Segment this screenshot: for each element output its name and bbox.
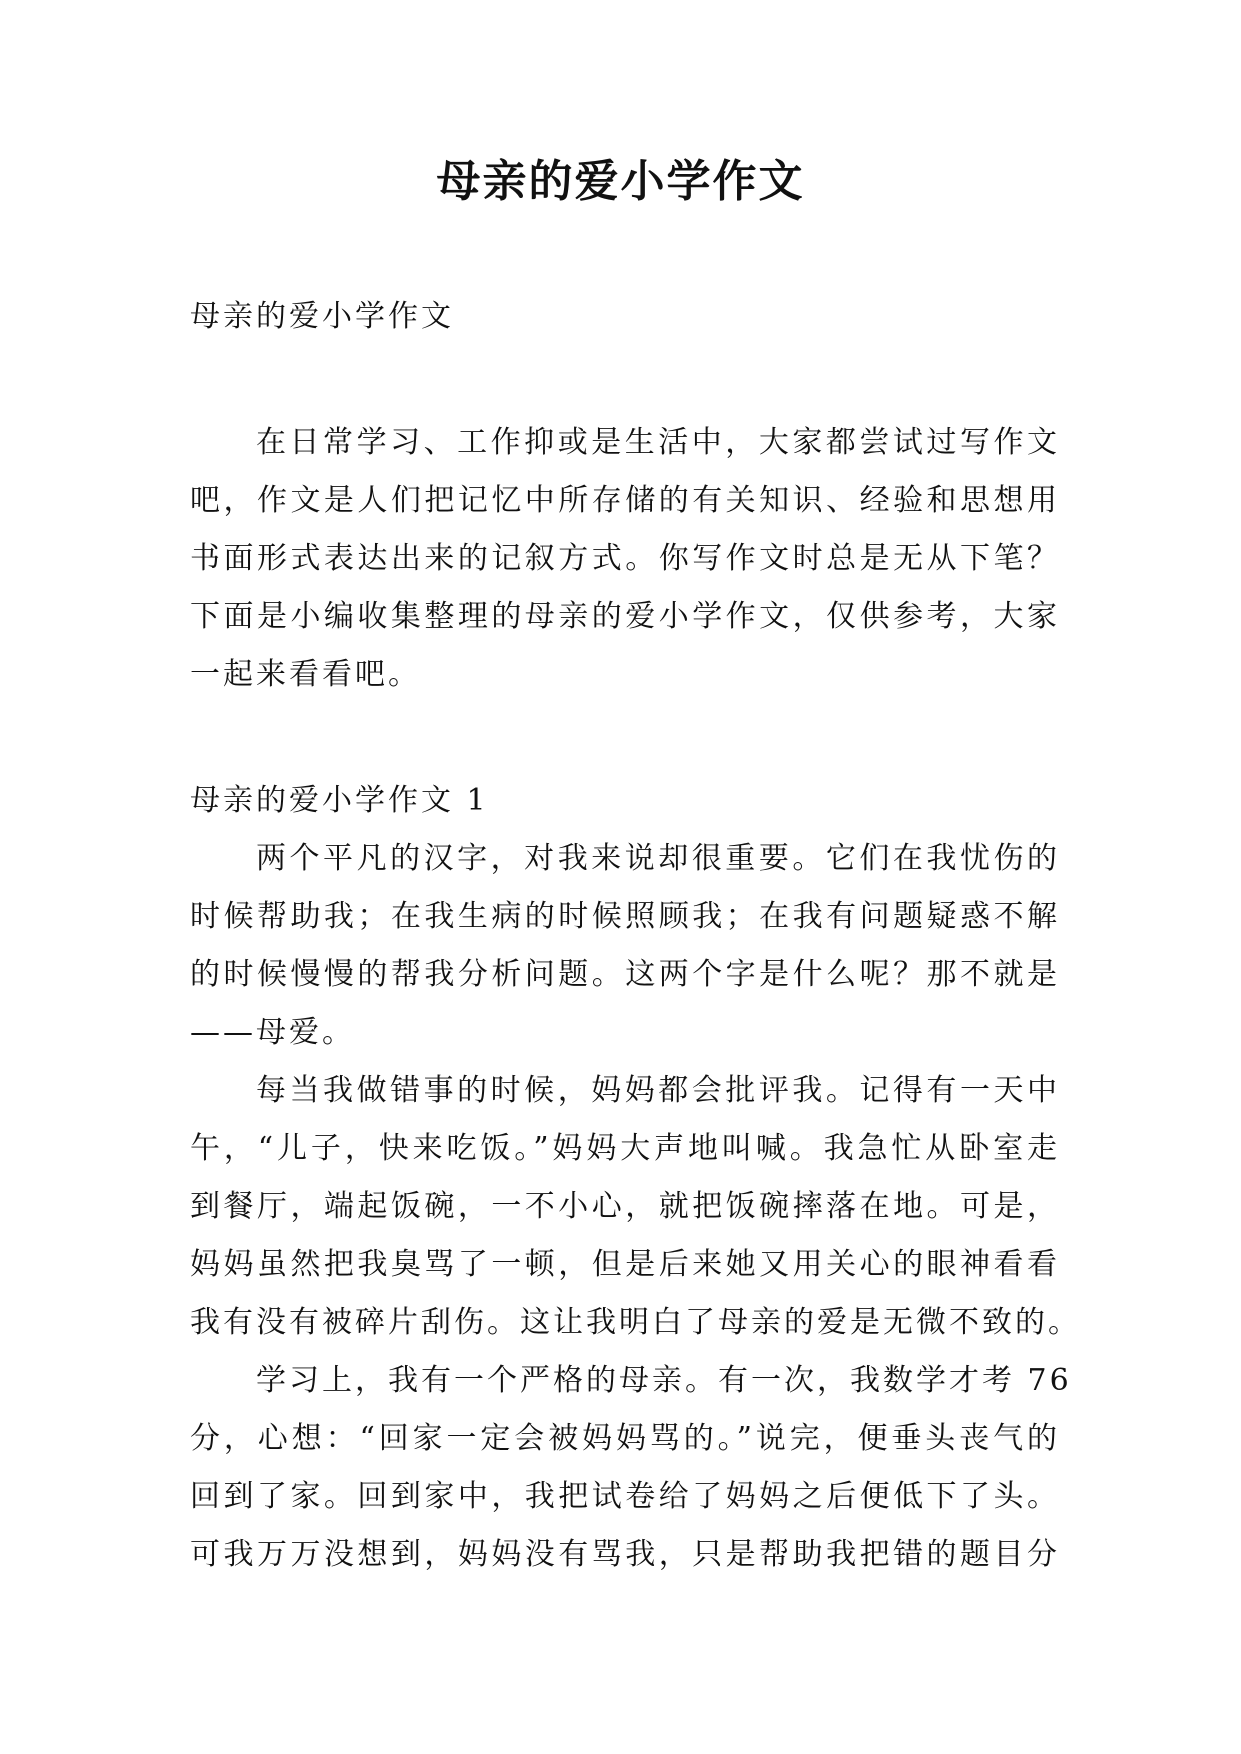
paragraph-line: 分，心想：“回家一定会被妈妈骂的。”说完，便垂头丧气的 bbox=[190, 1421, 1060, 1456]
essay-paragraph-1 bbox=[190, 830, 1060, 1062]
spacer bbox=[190, 346, 1060, 414]
intro-paragraph bbox=[190, 414, 1060, 704]
paragraph-line: 下面是小编收集整理的母亲的爱小学作文，仅供参考，大家 bbox=[190, 599, 1060, 634]
section-heading: 母亲的爱小学作文 1 bbox=[190, 783, 489, 818]
paragraph-line: 书面形式表达出来的记叙方式。你写作文时总是无从下笔？ bbox=[190, 541, 1060, 576]
spacer bbox=[190, 704, 1060, 772]
document-title: 母亲的爱小学作文 bbox=[436, 156, 805, 207]
paragraph-line: ——母爱。 bbox=[190, 1015, 355, 1050]
paragraph-line: 可我万万没想到，妈妈没有骂我，只是帮助我把错的题目分 bbox=[190, 1537, 1060, 1572]
paragraph-line: 午，“儿子，快来吃饭。”妈妈大声地叫喊。我急忙从卧室走 bbox=[190, 1131, 1060, 1166]
paragraph-line: 妈妈虽然把我臭骂了一顿，但是后来她又用关心的眼神看看 bbox=[190, 1247, 1060, 1282]
essay-paragraph-3 bbox=[190, 1352, 1072, 1584]
paragraph-line: 的时候慢慢的帮我分析问题。这两个字是什么呢？那不就是 bbox=[190, 957, 1060, 992]
paragraph-line: 我有没有被碎片刮伤。这让我明白了母亲的爱是无微不致的。 bbox=[190, 1305, 1081, 1340]
paragraph-line: 每当我做错事的时候，妈妈都会批评我。记得有一天中 bbox=[256, 1073, 1060, 1108]
document-body bbox=[190, 288, 1081, 1584]
paragraph-line: 回到了家。回到家中，我把试卷给了妈妈之后便低下了头。 bbox=[190, 1479, 1060, 1514]
paragraph-line: 到餐厅，端起饭碗，一不小心，就把饭碗摔落在地。可是， bbox=[190, 1189, 1060, 1224]
document-subtitle: 母亲的爱小学作文 bbox=[190, 299, 454, 334]
paragraph-line: 两个平凡的汉字，对我来说却很重要。它们在我忧伤的 bbox=[256, 841, 1060, 876]
paragraph-line: 学习上，我有一个严格的母亲。有一次，我数学才考 76 bbox=[256, 1363, 1072, 1398]
paragraph-line: 吧，作文是人们把记忆中所存储的有关知识、经验和思想用 bbox=[190, 483, 1060, 518]
paragraph-line: 时候帮助我；在我生病的时候照顾我；在我有问题疑惑不解 bbox=[190, 899, 1060, 934]
essay-paragraph-2 bbox=[190, 1062, 1081, 1352]
paragraph-line: 在日常学习、工作抑或是生活中，大家都尝试过写作文 bbox=[256, 425, 1060, 460]
paragraph-line: 一起来看看吧。 bbox=[190, 657, 421, 692]
